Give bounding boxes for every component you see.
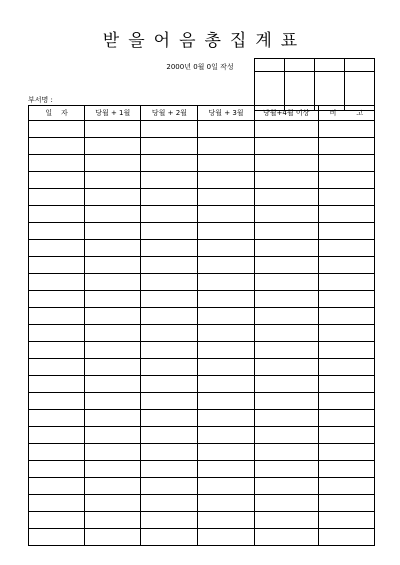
table-row — [29, 410, 375, 427]
table-cell[interactable] — [85, 342, 141, 359]
table-row — [29, 495, 375, 512]
table-cell[interactable] — [198, 240, 254, 257]
table-cell[interactable] — [85, 138, 141, 155]
table-cell[interactable] — [254, 393, 318, 410]
column-header-month-plus-2: 당월 + 2월 — [141, 106, 198, 121]
table-cell[interactable] — [141, 138, 198, 155]
table-cell[interactable] — [198, 376, 254, 393]
table-row — [29, 240, 375, 257]
table-cell[interactable] — [198, 325, 254, 342]
table-row — [29, 325, 375, 342]
table-row — [29, 461, 375, 478]
table-cell[interactable] — [29, 172, 85, 189]
table-cell[interactable] — [318, 172, 374, 189]
department-label: 부서명 : — [28, 96, 53, 104]
table-cell[interactable] — [29, 359, 85, 376]
table-row — [29, 155, 375, 172]
table-cell[interactable] — [141, 240, 198, 257]
table-cell[interactable] — [141, 189, 198, 206]
table-row — [29, 376, 375, 393]
table-row — [29, 308, 375, 325]
table-header-row — [29, 106, 375, 121]
table-cell[interactable] — [85, 444, 141, 461]
table-cell[interactable] — [318, 461, 374, 478]
table-cell[interactable] — [141, 478, 198, 495]
table-cell[interactable] — [29, 427, 85, 444]
table-cell[interactable] — [85, 529, 141, 546]
table-row — [29, 478, 375, 495]
table-cell[interactable] — [85, 410, 141, 427]
column-header-remarks: 비 고 — [318, 106, 374, 121]
approval-header-cell — [285, 59, 315, 72]
table-cell[interactable] — [254, 206, 318, 223]
table-cell[interactable] — [198, 257, 254, 274]
table-cell[interactable] — [141, 359, 198, 376]
table-row — [29, 138, 375, 155]
table-cell[interactable] — [254, 495, 318, 512]
table-cell[interactable] — [318, 359, 374, 376]
table-cell[interactable] — [85, 308, 141, 325]
table-cell[interactable] — [29, 325, 85, 342]
table-cell[interactable] — [254, 444, 318, 461]
table-cell[interactable] — [254, 189, 318, 206]
table-cell[interactable] — [29, 376, 85, 393]
document-date: 2000년 0월 0일 작성 — [166, 63, 234, 71]
table-cell[interactable] — [198, 274, 254, 291]
table-cell[interactable] — [254, 427, 318, 444]
table-cell[interactable] — [85, 223, 141, 240]
table-cell[interactable] — [254, 257, 318, 274]
table-row — [29, 172, 375, 189]
table-cell[interactable] — [318, 308, 374, 325]
table-cell[interactable] — [29, 308, 85, 325]
table-row — [29, 342, 375, 359]
table-cell[interactable] — [254, 121, 318, 138]
table-cell[interactable] — [254, 342, 318, 359]
table-cell[interactable] — [141, 512, 198, 529]
table-cell[interactable] — [85, 189, 141, 206]
table-cell[interactable] — [141, 325, 198, 342]
table-cell[interactable] — [141, 257, 198, 274]
table-cell[interactable] — [318, 427, 374, 444]
table-cell[interactable] — [29, 274, 85, 291]
approval-header-cell — [255, 59, 285, 72]
table-cell[interactable] — [198, 308, 254, 325]
table-cell[interactable] — [29, 155, 85, 172]
table-cell[interactable] — [198, 206, 254, 223]
table-cell[interactable] — [318, 342, 374, 359]
table-cell[interactable] — [29, 410, 85, 427]
table-row — [29, 121, 375, 138]
table-cell[interactable] — [318, 121, 374, 138]
table-row — [29, 206, 375, 223]
table-cell[interactable] — [198, 172, 254, 189]
table-cell[interactable] — [29, 444, 85, 461]
table-cell[interactable] — [254, 410, 318, 427]
table-cell[interactable] — [141, 172, 198, 189]
table-cell[interactable] — [254, 155, 318, 172]
table-cell[interactable] — [141, 206, 198, 223]
table-cell[interactable] — [318, 138, 374, 155]
table-cell[interactable] — [198, 461, 254, 478]
table-cell[interactable] — [85, 155, 141, 172]
table-cell[interactable] — [198, 478, 254, 495]
table-cell[interactable] — [141, 495, 198, 512]
table-cell[interactable] — [29, 393, 85, 410]
table-cell[interactable] — [29, 478, 85, 495]
table-body — [29, 121, 375, 546]
table-cell[interactable] — [254, 308, 318, 325]
column-header-date: 일 자 — [29, 106, 85, 121]
table-cell[interactable] — [141, 444, 198, 461]
table-cell[interactable] — [318, 376, 374, 393]
table-cell[interactable] — [198, 512, 254, 529]
table-cell[interactable] — [318, 512, 374, 529]
table-row — [29, 359, 375, 376]
table-cell[interactable] — [318, 206, 374, 223]
table-cell[interactable] — [318, 410, 374, 427]
table-cell[interactable] — [254, 274, 318, 291]
table-cell[interactable] — [29, 257, 85, 274]
table-cell[interactable] — [318, 495, 374, 512]
table-cell[interactable] — [85, 478, 141, 495]
table-cell[interactable] — [141, 223, 198, 240]
approval-header-cell — [315, 59, 345, 72]
table-cell[interactable] — [198, 189, 254, 206]
table-cell[interactable] — [141, 342, 198, 359]
table-cell[interactable] — [141, 410, 198, 427]
table-cell[interactable] — [318, 444, 374, 461]
table-cell[interactable] — [141, 393, 198, 410]
table-cell[interactable] — [254, 529, 318, 546]
table-cell[interactable] — [318, 223, 374, 240]
table-cell[interactable] — [318, 155, 374, 172]
table-cell[interactable] — [141, 461, 198, 478]
table-cell[interactable] — [254, 461, 318, 478]
table-cell[interactable] — [198, 138, 254, 155]
approval-box — [254, 58, 375, 111]
table-cell[interactable] — [198, 121, 254, 138]
table-row — [29, 223, 375, 240]
table-cell[interactable] — [318, 529, 374, 546]
table-row — [29, 393, 375, 410]
table-cell[interactable] — [29, 240, 85, 257]
table-cell[interactable] — [85, 461, 141, 478]
table-cell[interactable] — [29, 223, 85, 240]
table-cell[interactable] — [254, 291, 318, 308]
table-cell[interactable] — [29, 189, 85, 206]
table-cell[interactable] — [85, 240, 141, 257]
approval-header-cell — [345, 59, 375, 72]
table-cell[interactable] — [198, 359, 254, 376]
table-cell[interactable] — [254, 240, 318, 257]
table-cell[interactable] — [318, 393, 374, 410]
table-cell[interactable] — [254, 172, 318, 189]
table-cell[interactable] — [85, 257, 141, 274]
table-cell[interactable] — [141, 155, 198, 172]
table-cell[interactable] — [141, 376, 198, 393]
table-cell[interactable] — [254, 376, 318, 393]
table-cell[interactable] — [198, 427, 254, 444]
table-cell[interactable] — [85, 495, 141, 512]
table-row — [29, 257, 375, 274]
table-cell[interactable] — [318, 274, 374, 291]
table-row — [29, 274, 375, 291]
table-cell[interactable] — [254, 223, 318, 240]
table-cell[interactable] — [198, 529, 254, 546]
table-cell[interactable] — [254, 478, 318, 495]
table-cell[interactable] — [198, 495, 254, 512]
table-cell[interactable] — [198, 155, 254, 172]
table-cell[interactable] — [318, 257, 374, 274]
table-cell[interactable] — [85, 427, 141, 444]
table-cell[interactable] — [85, 291, 141, 308]
table-cell[interactable] — [254, 512, 318, 529]
table-cell[interactable] — [198, 223, 254, 240]
table-row — [29, 529, 375, 546]
table-cell[interactable] — [318, 189, 374, 206]
column-header-month-plus-3: 당월 + 3월 — [198, 106, 254, 121]
summary-table — [28, 105, 375, 546]
table-cell[interactable] — [198, 342, 254, 359]
column-header-month-plus-1: 당월 + 1월 — [85, 106, 141, 121]
table-cell[interactable] — [254, 325, 318, 342]
table-cell[interactable] — [29, 529, 85, 546]
table-row — [29, 189, 375, 206]
table-cell[interactable] — [254, 359, 318, 376]
table-cell[interactable] — [85, 172, 141, 189]
table-cell[interactable] — [318, 240, 374, 257]
document-title: 받을어음총집계표 — [102, 31, 307, 51]
table-cell[interactable] — [198, 410, 254, 427]
table-cell[interactable] — [318, 291, 374, 308]
table-cell[interactable] — [141, 427, 198, 444]
table-cell[interactable] — [29, 121, 85, 138]
table-cell[interactable] — [85, 121, 141, 138]
table-cell[interactable] — [85, 325, 141, 342]
table-cell[interactable] — [85, 206, 141, 223]
table-row — [29, 291, 375, 308]
table-cell[interactable] — [29, 342, 85, 359]
table-cell[interactable] — [29, 138, 85, 155]
table-cell[interactable] — [29, 495, 85, 512]
table-cell[interactable] — [29, 512, 85, 529]
table-row — [29, 512, 375, 529]
table-cell[interactable] — [198, 393, 254, 410]
table-cell[interactable] — [198, 291, 254, 308]
table-cell[interactable] — [85, 512, 141, 529]
table-cell[interactable] — [29, 461, 85, 478]
table-cell[interactable] — [198, 444, 254, 461]
table-cell[interactable] — [141, 291, 198, 308]
column-header-month-plus-4-or-more: 당월+4월 이상 — [254, 106, 318, 121]
table-cell[interactable] — [29, 291, 85, 308]
table-cell[interactable] — [85, 274, 141, 291]
table-cell[interactable] — [29, 206, 85, 223]
table-row — [29, 444, 375, 461]
table-cell[interactable] — [254, 138, 318, 155]
table-cell[interactable] — [85, 393, 141, 410]
table-cell[interactable] — [85, 359, 141, 376]
table-cell[interactable] — [141, 529, 198, 546]
table-cell[interactable] — [318, 478, 374, 495]
table-cell[interactable] — [318, 325, 374, 342]
table-row — [29, 427, 375, 444]
table-cell[interactable] — [141, 274, 198, 291]
table-cell[interactable] — [141, 121, 198, 138]
table-cell[interactable] — [141, 308, 198, 325]
table-cell[interactable] — [85, 376, 141, 393]
